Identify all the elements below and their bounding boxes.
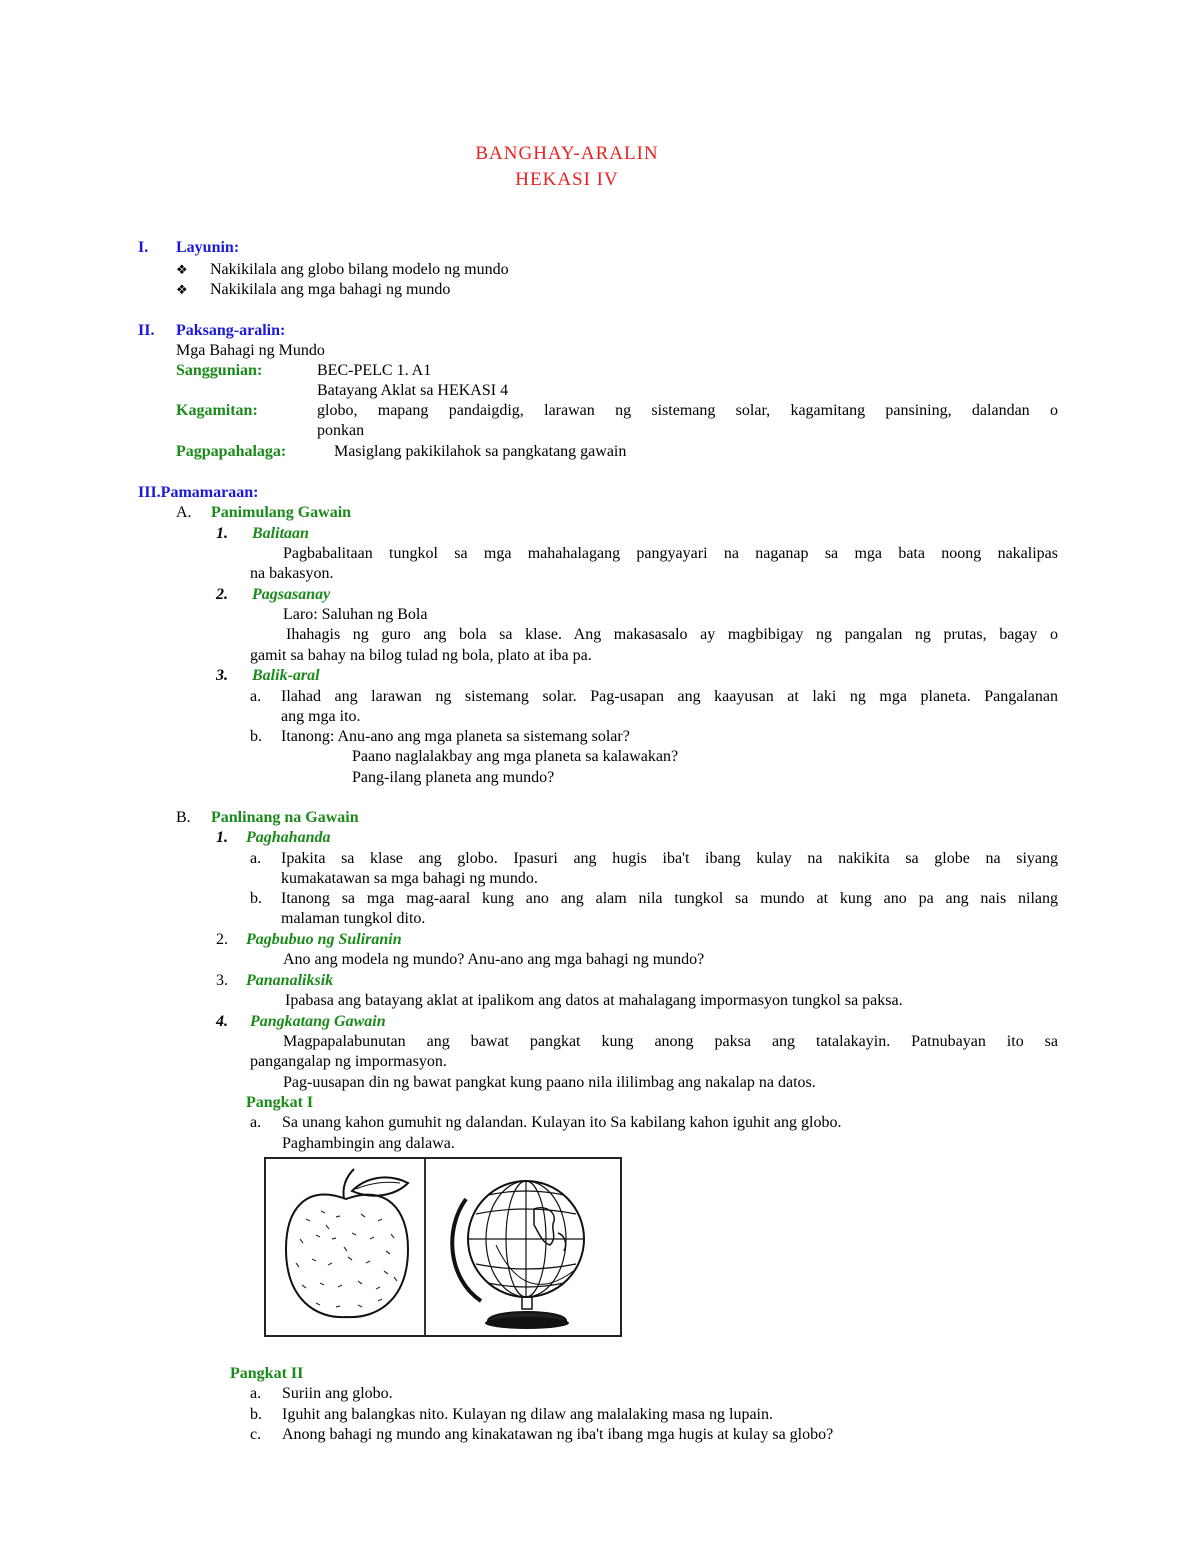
pangkat-2a-letter: a. xyxy=(250,1385,262,1402)
b-item-1b-line-2: malaman tungkol dito. xyxy=(281,910,426,927)
b-item-1-title: Paghahanda xyxy=(246,829,331,846)
b-item-4-line-2: pangangalap ng impormasyon. xyxy=(250,1053,447,1070)
a-item-3b-line-1: Itanong: Anu-ano ang mga planeta sa sistemang solar? xyxy=(281,728,630,745)
b-item-3-line-1: Ipabasa ang batayang aklat at ipalikom ang datos at mahalagang impormasyon tungkol sa paksa. xyxy=(285,992,903,1009)
objective-1: Nakikilala ang globo bilang modelo ng mundo xyxy=(210,261,509,278)
a-item-2-line-1: Laro: Saluhan ng Bola xyxy=(283,606,428,623)
section-2-heading: Paksang-aralin: xyxy=(176,322,286,339)
pangkat-1a-line-2: Paghambingin ang dalawa. xyxy=(282,1135,455,1152)
section-3-heading: III.Pamamaraan: xyxy=(138,484,259,501)
a-item-1-line-1: Pagbabalitaan tungkol sa mga mahahalagang pangyayari na naganap sa mga bata noong nakalipas xyxy=(283,545,1058,562)
diamond-bullet-icon: ❖ xyxy=(176,262,188,277)
globe-drawing-icon xyxy=(426,1159,620,1335)
b-item-1b-line-1: Itanong sa mga mag-aaral kung ano ang alam nila tungkol sa mundo at kung ano pa ang nais nilang xyxy=(281,890,1058,907)
kagamitan-value-2: ponkan xyxy=(317,422,365,439)
b-item-4-number: 4. xyxy=(216,1013,228,1030)
a-item-3-title: Balik-aral xyxy=(252,667,320,684)
a-item-3a-line-2: ang mga ito. xyxy=(281,708,361,725)
b-item-1a-letter: a. xyxy=(250,850,262,867)
b-item-1b-letter: b. xyxy=(250,890,262,907)
b-item-1a-line-1: Ipakita sa klase ang globo. Ipasuri ang hugis iba't ibang kulay na nakikita sa globe na siyang xyxy=(281,850,1058,867)
a-item-3b-line-3: Pang-ilang planeta ang mundo? xyxy=(352,769,555,786)
pangkat-1a-letter: a. xyxy=(250,1114,262,1131)
sanggunian-value-1: BEC-PELC 1. A1 xyxy=(317,362,432,379)
subsection-b-letter: B. xyxy=(176,809,191,826)
a-item-1-title: Balitaan xyxy=(252,525,309,542)
pangkat-2a-text: Suriin ang globo. xyxy=(282,1385,393,1402)
objective-2: Nakikilala ang mga bahagi ng mundo xyxy=(210,281,451,298)
b-item-2-number: 2. xyxy=(216,931,228,948)
section-1-numeral: I. xyxy=(138,239,149,256)
a-item-3a-letter: a. xyxy=(250,688,262,705)
pagpapahalaga-label: Pagpapahalaga: xyxy=(176,443,287,460)
pangkat-2b-text: Iguhit ang balangkas nito. Kulayan ng dilaw ang malalaking masa ng lupain. xyxy=(282,1406,773,1423)
b-item-1-number: 1. xyxy=(216,829,228,846)
document-subtitle: HEKASI IV xyxy=(515,169,619,190)
pangkat-2-title: Pangkat II xyxy=(230,1365,304,1382)
orange-and-globe-illustration xyxy=(264,1157,622,1337)
a-item-3a-line-1: Ilahad ang larawan ng sistemang solar. Pag-usapan ang kaayusan at laki ng mga planeta. Pangalanan xyxy=(281,688,1058,705)
subsection-a-letter: A. xyxy=(176,504,192,521)
diamond-bullet-icon: ❖ xyxy=(176,282,188,297)
b-item-1a-line-2: kumakatawan sa mga bahagi ng mundo. xyxy=(281,870,538,887)
pagpapahalaga-value: Masiglang pakikilahok sa pangkatang gawain xyxy=(334,443,627,460)
a-item-1-line-2: na bakasyon. xyxy=(250,565,334,582)
section-2-numeral: II. xyxy=(138,322,155,339)
topic-text: Mga Bahagi ng Mundo xyxy=(176,342,325,359)
b-item-2-line-1: Ano ang modela ng mundo? Anu-ano ang mga bahagi ng mundo? xyxy=(283,951,705,968)
pangkat-2c-text: Anong bahagi ng mundo ang kinakatawan ng iba't ibang mga hugis at kulay sa globo? xyxy=(282,1426,834,1443)
pangkat-2c-letter: c. xyxy=(250,1426,262,1443)
b-item-3-title: Pananaliksik xyxy=(246,972,334,989)
kagamitan-value-1: globo, mapang pandaigdig, larawan ng sistemang solar, kagamitang pansining, dalandan o xyxy=(317,402,1058,419)
a-item-2-line-2: Ihahagis ng guro ang bola sa klase. Ang makasasalo ay magbibigay ng pangalan ng prutas, bagay o xyxy=(286,626,1058,643)
pangkat-1-title: Pangkat I xyxy=(246,1094,314,1111)
b-item-4-title: Pangkatang Gawain xyxy=(250,1013,386,1030)
b-item-3-number: 3. xyxy=(216,972,228,989)
b-item-4-line-3: Pag-uusapan din ng bawat pangkat kung paano nila ililimbag ang nakalap na datos. xyxy=(283,1074,816,1091)
a-item-3b-line-2: Paano naglalakbay ang mga planeta sa kalawakan? xyxy=(352,748,679,765)
pangkat-1a-line-1: Sa unang kahon gumuhit ng dalandan. Kulayan ito Sa kabilang kahon iguhit ang globo. xyxy=(282,1114,842,1131)
b-item-4-line-1: Magpapalabunutan ang bawat pangkat kung anong paksa ang tatalakayin. Patnubayan ito sa xyxy=(283,1033,1058,1050)
b-item-2-title: Pagbubuo ng Suliranin xyxy=(246,931,402,948)
orange-drawing-icon xyxy=(266,1159,424,1335)
a-item-3b-letter: b. xyxy=(250,728,262,745)
a-item-3-number: 3. xyxy=(216,667,228,684)
pangkat-2b-letter: b. xyxy=(250,1406,262,1423)
document-title: BANGHAY-ARALIN xyxy=(475,143,659,164)
sanggunian-label: Sanggunian: xyxy=(176,362,263,379)
a-item-2-number: 2. xyxy=(216,586,228,603)
sanggunian-value-2: Batayang Aklat sa HEKASI 4 xyxy=(317,382,509,399)
kagamitan-label: Kagamitan: xyxy=(176,402,258,419)
a-item-2-title: Pagsasanay xyxy=(252,586,331,603)
a-item-1-number: 1. xyxy=(216,525,228,542)
subsection-b-title: Panlinang na Gawain xyxy=(211,809,359,826)
subsection-a-title: Panimulang Gawain xyxy=(211,504,352,521)
section-1-heading: Layunin: xyxy=(176,239,240,256)
a-item-2-line-3: gamit sa bahay na bilog tulad ng bola, plato at iba pa. xyxy=(250,647,592,664)
